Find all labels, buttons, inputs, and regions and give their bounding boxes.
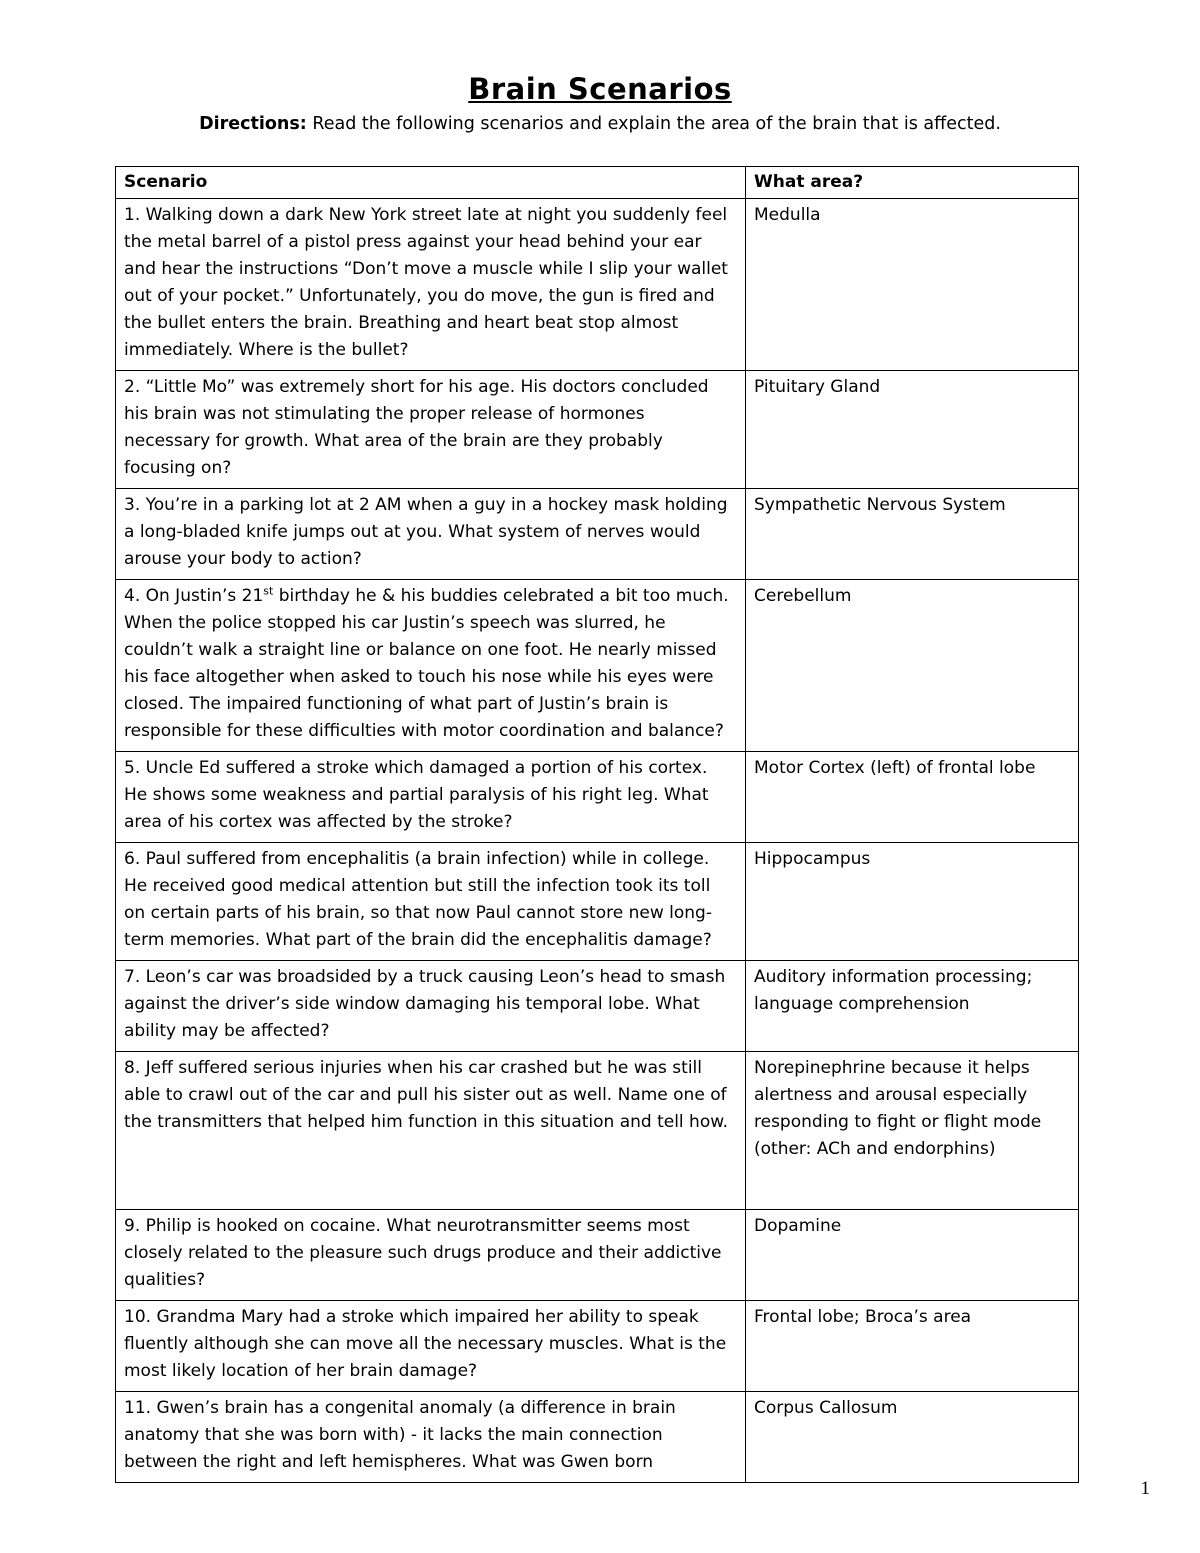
area-cell: Medulla [746, 199, 1079, 371]
scenario-table-body [116, 199, 1079, 1483]
area-cell: Sympathetic Nervous System [746, 489, 1079, 580]
scenario-cell: 8. Jeff suffered serious injuries when his car crashed but he was still able to crawl out of the car and pull his sister out as well. Name one of the transmitters that helped him function in this situation and tell how. [116, 1052, 746, 1210]
scenario-cell: 10. Grandma Mary had a stroke which impaired her ability to speak fluently although she can move all the necessary muscles. What is the most likely location of her brain damage? [116, 1301, 746, 1392]
area-cell: Dopamine [746, 1210, 1079, 1301]
table-row [116, 1052, 1079, 1210]
table-header-row [116, 167, 1079, 199]
area-cell: Pituitary Gland [746, 371, 1079, 489]
area-cell: Frontal lobe; Broca’s area [746, 1301, 1079, 1392]
scenario-cell: 3. You’re in a parking lot at 2 AM when a guy in a hockey mask holding a long-bladed knife jumps out at you. What system of nerves would arouse your body to action? [116, 489, 746, 580]
directions-line [0, 114, 1200, 134]
column-header-scenario: Scenario [116, 167, 746, 199]
page-title: Brain Scenarios [468, 72, 732, 106]
area-cell: Corpus Callosum [746, 1392, 1079, 1483]
table-row [116, 961, 1079, 1052]
scenario-cell: 6. Paul suffered from encephalitis (a brain infection) while in college. He received good medical attention but still the infection took its toll on certain parts of his brain, so that now Paul cannot store new long-term memories. What part of the brain did the encephalitis damage? [116, 843, 746, 961]
table-row [116, 1392, 1079, 1483]
table-row [116, 580, 1079, 752]
area-cell: Hippocampus [746, 843, 1079, 961]
column-header-what-area: What area? [746, 167, 1079, 199]
table-row [116, 752, 1079, 843]
area-cell: Auditory information processing; language comprehension [746, 961, 1079, 1052]
area-cell: Norepinephrine because it helps alertness and arousal especially responding to fight or flight mode (other: ACh and endorphins) [746, 1052, 1079, 1210]
table-row [116, 371, 1079, 489]
scenario-cell: 1. Walking down a dark New York street late at night you suddenly feel the metal barrel of a pistol press against your head behind your ear and hear the instructions “Don’t move a muscle while I slip your wallet out of your pocket.” Unfortunately, you do move, the gun is fired and the bullet enters the brain. Breathing and heart beat stop almost immediately. Where is the bullet? [116, 199, 746, 371]
area-cell: Cerebellum [746, 580, 1079, 752]
scenario-cell: 7. Leon’s car was broadsided by a truck causing Leon’s head to smash against the driver’s side window damaging his temporal lobe. What ability may be affected? [116, 961, 746, 1052]
table-row [116, 1210, 1079, 1301]
scenario-cell: 9. Philip is hooked on cocaine. What neurotransmitter seems most closely related to the pleasure such drugs produce and their addictive qualities? [116, 1210, 746, 1301]
area-cell: Motor Cortex (left) of frontal lobe [746, 752, 1079, 843]
scenario-cell: 11. Gwen’s brain has a congenital anomaly (a difference in brain anatomy that she was born with) - it lacks the main connection between the right and left hemispheres. What was Gwen born [116, 1392, 746, 1483]
table-row [116, 489, 1079, 580]
scenario-table [115, 166, 1079, 1483]
scenario-cell: 2. “Little Mo” was extremely short for his age. His doctors concluded his brain was not stimulating the proper release of hormones necessary for growth. What area of the brain are they probably focusing on? [116, 371, 746, 489]
table-row [116, 199, 1079, 371]
scenario-cell: 4. On Justin’s 21st birthday he & his buddies celebrated a bit too much. When the police stopped his car Justin’s speech was slurred, he couldn’t walk a straight line or balance on one foot. He nearly missed his face altogether when asked to touch his nose while his eyes were closed. The impaired functioning of what part of Justin’s brain is responsible for these difficulties with motor coordination and balance? [116, 580, 746, 752]
table-row [116, 1301, 1079, 1392]
directions-label: Directions: [199, 114, 307, 134]
page-number: 1 [1140, 1478, 1150, 1499]
table-row [116, 843, 1079, 961]
directions-text: Read the following scenarios and explain the area of the brain that is affected. [306, 114, 1001, 134]
scenario-cell: 5. Uncle Ed suffered a stroke which damaged a portion of his cortex. He shows some weakness and partial paralysis of his right leg. What area of his cortex was affected by the stroke? [116, 752, 746, 843]
